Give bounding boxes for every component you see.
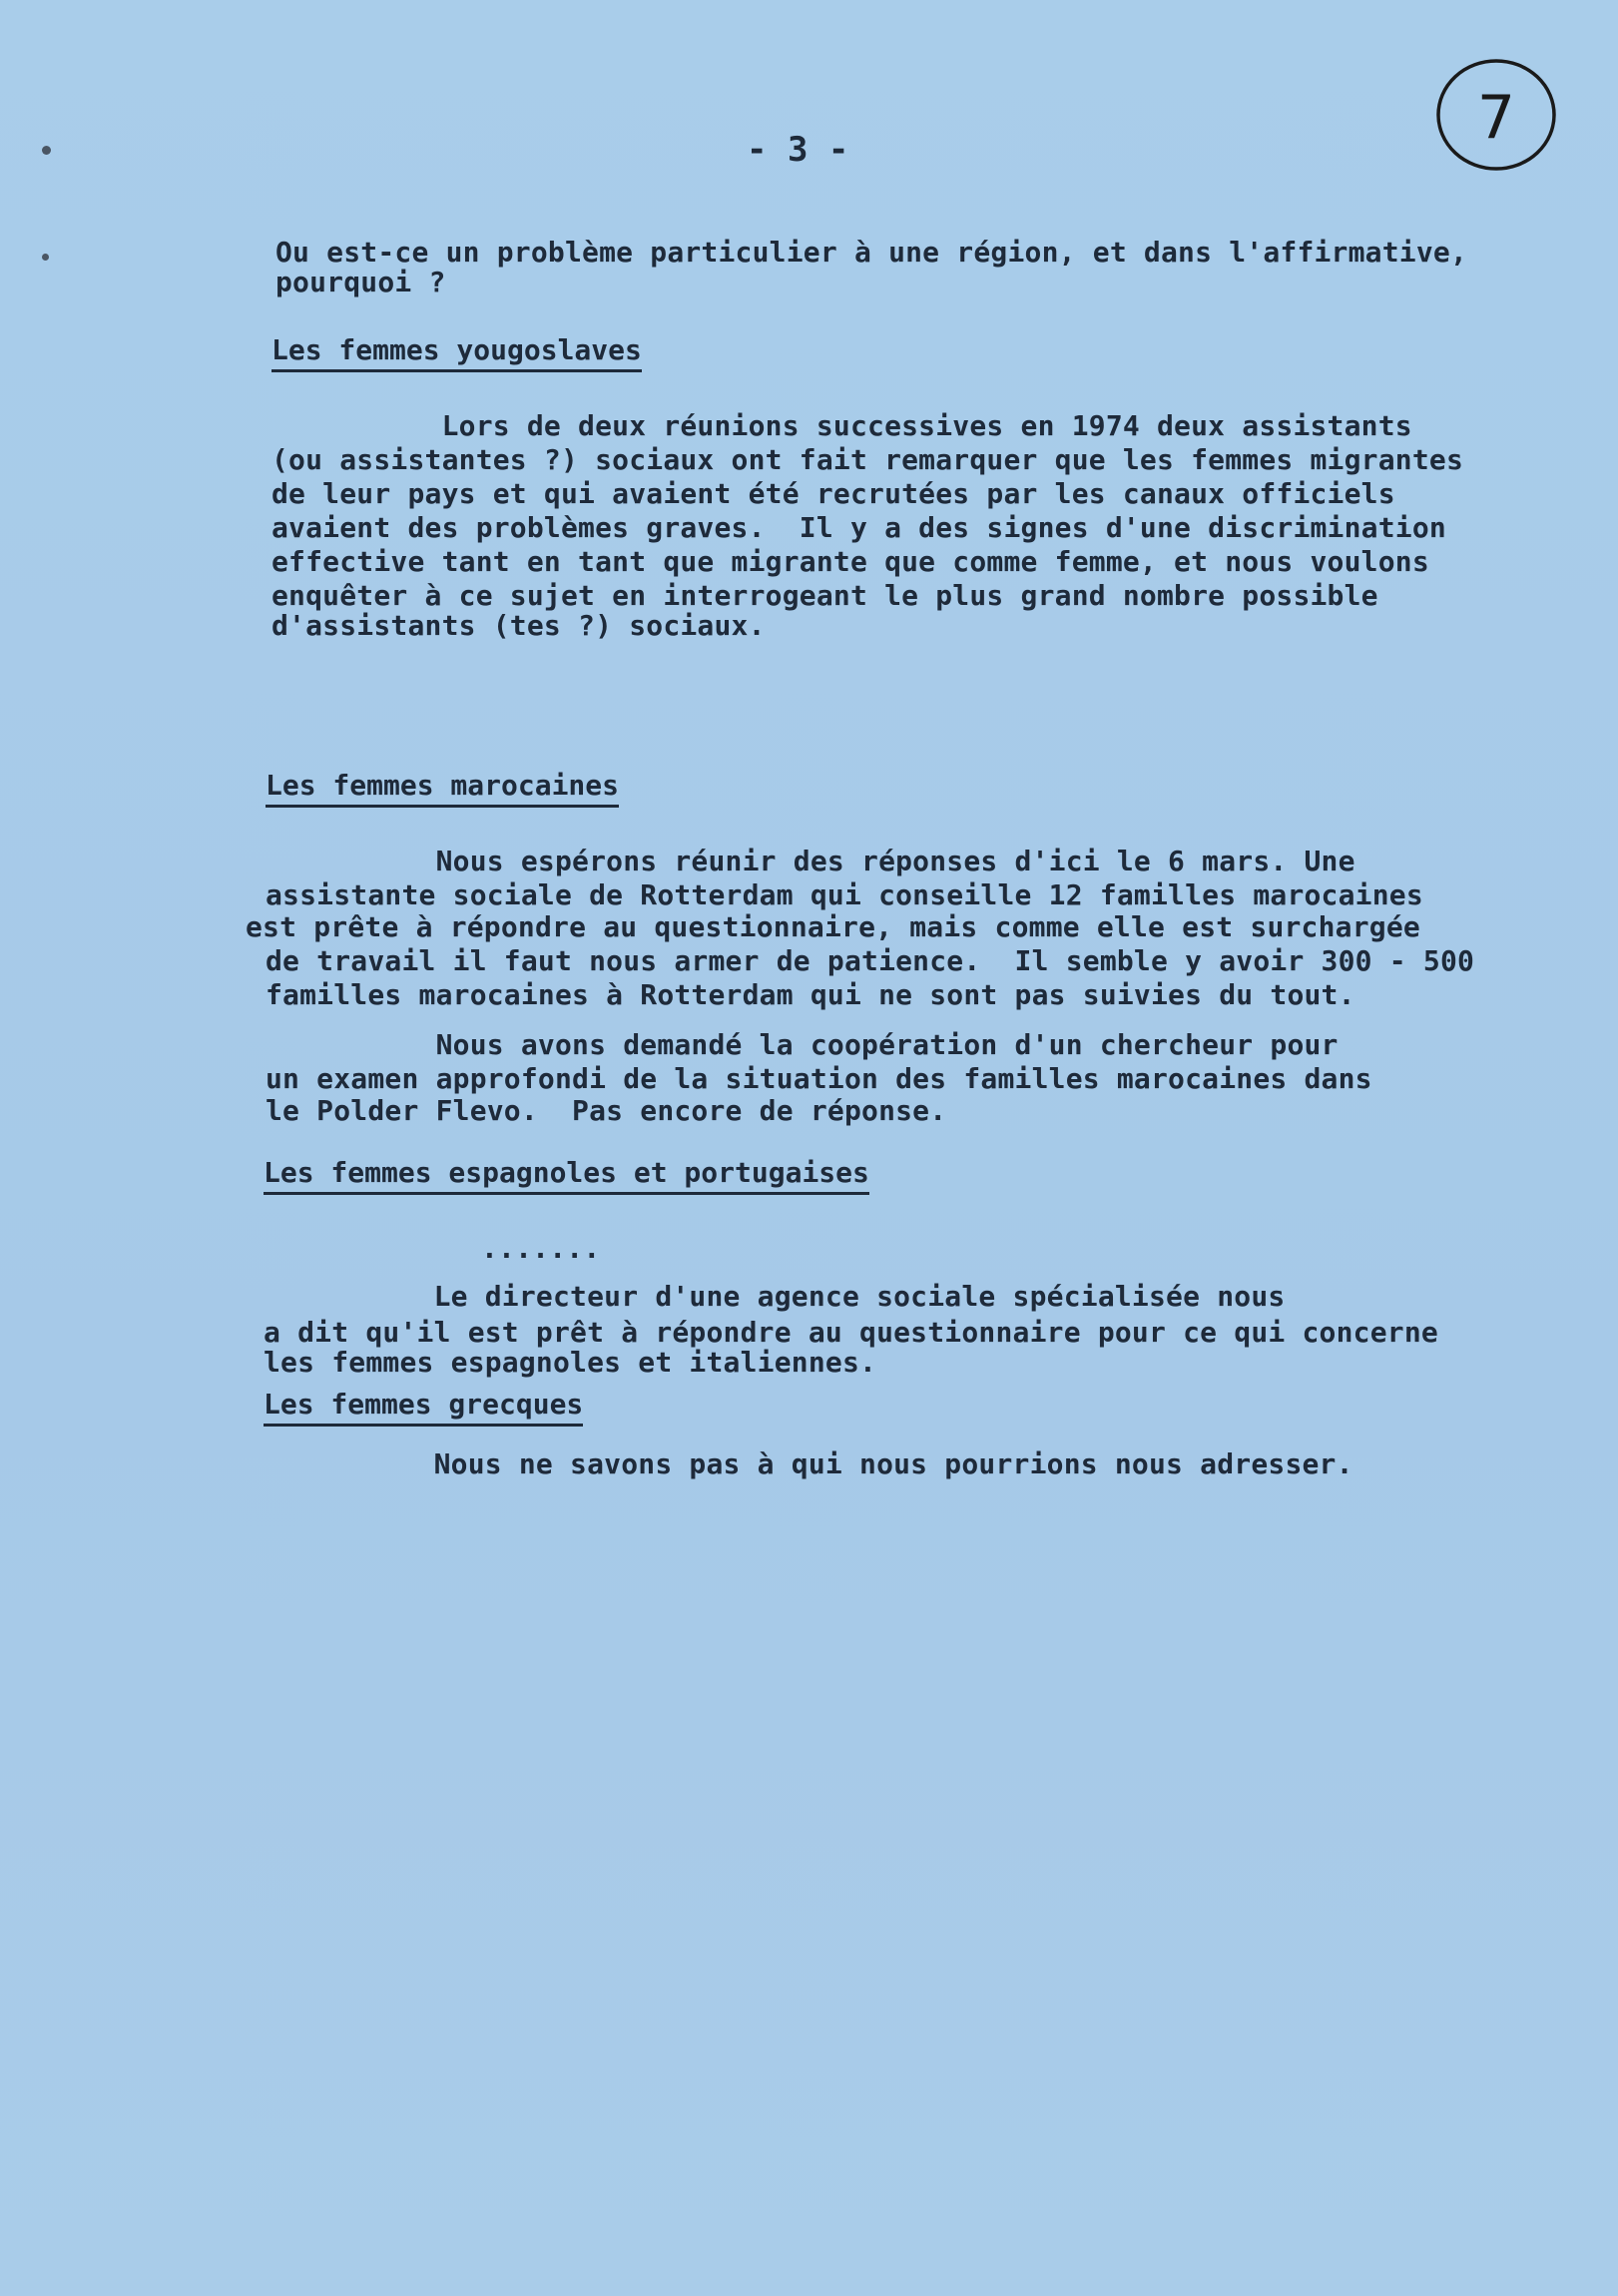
annotation-number: 7 (1476, 83, 1516, 153)
yougoslaves-line: effective tant en tant que migrante que comme femme, et nous voulons (271, 545, 1429, 578)
heading-yougoslaves: Les femmes yougoslaves (271, 333, 642, 372)
marocaines-line: familles marocaines à Rotterdam qui ne sont pas suivies du tout. (266, 978, 1355, 1011)
espagnoles-line: les femmes espagnoles et italiennes. (264, 1346, 877, 1379)
page-number: - 3 - (747, 130, 849, 170)
marocaines-line: un examen approfondi de la situation des familles marocaines dans (266, 1062, 1372, 1095)
heading-grecques: Les femmes grecques (264, 1388, 583, 1427)
yougoslaves-line: enquêter à ce sujet en interrogeant le plus grand nombre possible (271, 579, 1378, 612)
marocaines-line: Nous avons demandé la coopération d'un chercheur pour (266, 1028, 1339, 1061)
heading-espagnoles: Les femmes espagnoles et portugaises (264, 1156, 869, 1195)
marocaines-line: assistante sociale de Rotterdam qui conseille 12 familles marocaines (266, 878, 1423, 911)
marocaines-line: Nous espérons réunir des réponses d'ici le 6 mars. Une (266, 845, 1355, 877)
yougoslaves-line: de leur pays et qui avaient été recrutées par les canaux officiels (271, 477, 1395, 510)
yougoslaves-line: avaient des problèmes graves. Il y a des signes d'une discrimination (271, 511, 1446, 544)
punch-hole-top (42, 146, 51, 155)
marocaines-line: de travail il faut nous armer de patience. Il semble y avoir 300 - 500 (266, 944, 1475, 977)
espagnoles-line: a dit qu'il est prêt à répondre au questionnaire pour ce qui concerne (264, 1316, 1438, 1349)
punch-hole-bottom (42, 254, 49, 261)
marocaines-line: le Polder Flevo. Pas encore de réponse. (266, 1094, 947, 1127)
heading-marocaines: Les femmes marocaines (266, 769, 619, 808)
handwritten-page-annotation (1433, 56, 1559, 174)
yougoslaves-line: (ou assistantes ?) sociaux ont fait remarquer que les femmes migrantes (271, 443, 1464, 476)
intro-line-1: Ou est-ce un problème particulier à une région, et dans l'affirmative, (275, 236, 1468, 269)
grecques-line: Nous ne savons pas à qui nous pourrions nous adresser. (264, 1447, 1353, 1480)
yougoslaves-line: Lors de deux réunions successives en 1974 deux assistants (271, 409, 1412, 442)
espagnoles-dots: ....... (481, 1232, 601, 1265)
espagnoles-line: Le directeur d'une agence sociale spécialisée nous (264, 1280, 1286, 1313)
marocaines-line: est prête à répondre au questionnaire, mais comme elle est surchargée (246, 910, 1420, 943)
intro-line-2: pourquoi ? (275, 266, 446, 298)
yougoslaves-line: d'assistants (tes ?) sociaux. (271, 609, 766, 642)
